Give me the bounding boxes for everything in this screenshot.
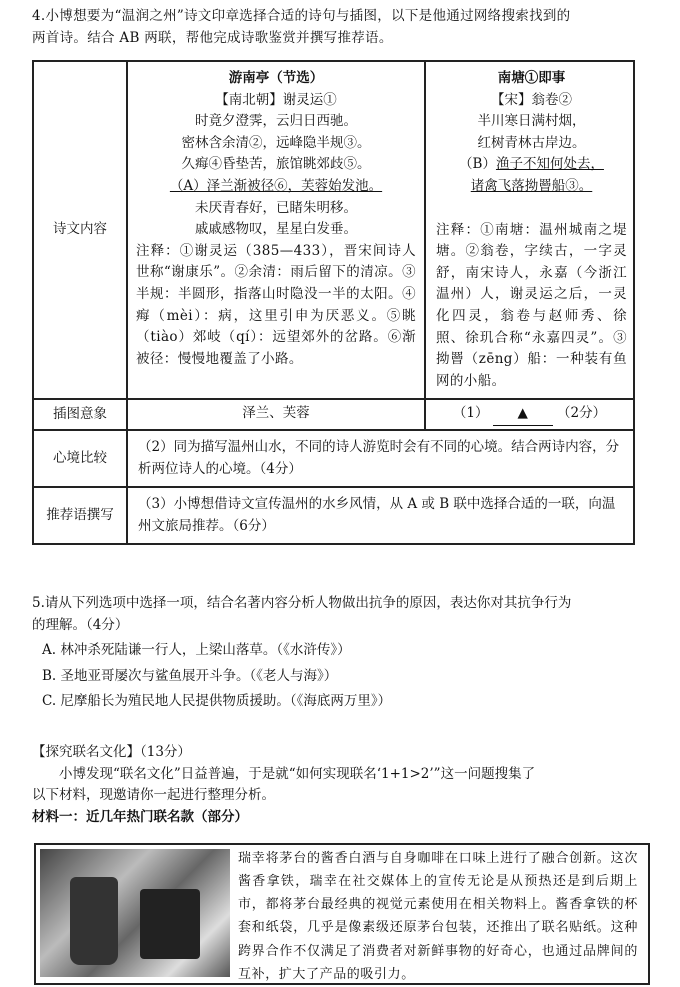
question-4-stem-line1: 4.小博想要为“温润之州”诗文印章选择合适的诗句与插图，以下是他通过网络搜索找到的 <box>32 8 571 24</box>
poem-b-line-b1 <box>436 154 627 176</box>
poem-a-line: 戚戚感物叹，星星白发垂。 <box>195 221 357 238</box>
question-4-stem-line2: 两首诗。结合 AB 两联，帮他完成诗歌鉴赏并撰写推荐语。 <box>32 29 393 46</box>
poem-b-title: 南塘①即事 <box>497 70 566 86</box>
poem-a-line: 时竟夕澄霁，云归日西驰。 <box>195 113 357 130</box>
poem-a-note: 注释：①谢灵运（385—433），晋宋间诗人世称“谢康乐”。②余清：雨后留下的清凉。③半规：半圆形，指落山时隐没一半的太阳。④痗（mèi）：病，这里引申为厌恶义。⑤眺（tiào）郊岐（qí）：远望郊外的岔路。⑥渐被径：慢慢地覆盖了小路。 <box>136 242 416 367</box>
poem-a-line: 未厌青春好，已睹朱明移。 <box>195 199 357 216</box>
image-b-number: （1） <box>452 405 489 422</box>
row-label-poem: 诗文内容 <box>33 61 127 399</box>
option-b: B. 圣地亚哥屡次与鲨鱼展开斗争。（《老人与海》） <box>42 667 338 684</box>
mood-text: （2）同为描写温州山水，不同的诗人游览时会有不同的心境。结合两诗内容，分析两位诗人的心境。（4分） <box>127 430 634 487</box>
poem-a-line-a: （A）泽兰渐被径⑥，芙蓉始发池。 <box>169 177 383 194</box>
question-5-stem-line1: 5.请从下列选项中选择一项，结合名著内容分析人物做出抗争的原因，表达你对其抗争行为 <box>32 595 572 611</box>
section-intro-line1: 小博发现“联名文化”日益普遍，于是就“如何实现联名‘1+1>2’”这一问题搜集了 <box>59 765 536 782</box>
row-label-image: 插图意象 <box>33 399 127 430</box>
image-row <box>33 399 634 430</box>
poem-b-line: 红树青林古岸边。 <box>477 134 586 151</box>
row-label-recommend: 推荐语撰写 <box>33 487 127 544</box>
package-shape <box>140 889 200 959</box>
recommend-row <box>33 487 634 544</box>
image-b-cell <box>425 399 634 430</box>
line-b-marker: （B） <box>459 156 496 173</box>
material-one-title: 材料一：近几年热门联名款（部分） <box>32 808 248 825</box>
recommend-text: （3）小博想借诗文宣传温州的水乡风情，从 A 或 B 联中选择合适的一联，向温州文旅局推荐。（6分） <box>127 487 634 544</box>
option-c: C. 尼摩船长为殖民地人民提供物质援助。（《海底两万里》） <box>42 693 392 710</box>
material-one-text: 瑞幸将茅台的酱香白酒与自身咖啡在口味上进行了融合创新。这次酱香拿铁，瑞幸在社交媒体上的宣传无论是从预热还是到后期上市，都将茅台最经典的视觉元素使用在相关物料上。酱香拿铁的杯套和纸袋，几乎是像素级还原茅台包装，还推出了联名贴纸。这种跨界合作不仅满足了消费者对新鲜事物的好奇心，也通过品牌间的互补，扩大了产品的吸引力。 <box>238 851 638 982</box>
image-b-score: （2分） <box>557 405 607 422</box>
poem-a-line: 久痗④昏垫苦，旅馆眺郊歧⑤。 <box>181 156 371 173</box>
poem-a-author: 【南北朝】谢灵运① <box>215 91 337 108</box>
poem-b-cell <box>425 61 634 399</box>
question-4 <box>32 6 662 49</box>
answer-blank[interactable]: ▲ <box>493 403 553 426</box>
poem-b-line: 半川寒日满村烟， <box>477 113 586 130</box>
poem-a-line: 密林含余清②，远峰隐半规③。 <box>181 134 371 151</box>
option-a: A. 林冲杀死陆谦一行人，上梁山落草。（《水浒传》） <box>42 642 351 659</box>
mood-row <box>33 430 634 487</box>
section-heading: 【探究联名文化】（13分） <box>32 744 191 760</box>
row-label-mood: 心境比较 <box>33 430 127 487</box>
material-one-box <box>34 843 650 985</box>
poem-content-row <box>33 61 634 399</box>
poem-a-cell <box>127 61 425 399</box>
poem-analysis-table <box>32 60 635 545</box>
poem-b-line-b2: 诸禽飞落拗罾船③。 <box>470 177 593 194</box>
question-5 <box>32 593 652 713</box>
section-intro-line2: 以下材料，现邀请你一起进行整理分析。 <box>32 787 275 804</box>
image-a-cell: 泽兰、芙蓉 <box>127 399 425 430</box>
cobrand-product-photo <box>40 849 230 977</box>
poem-b-author: 【宋】翁卷② <box>491 91 572 108</box>
poem-a-title: 游南亭（节选） <box>228 70 324 86</box>
section-cobrand <box>32 742 652 828</box>
poem-b-note: 注释：①南塘：温州城南之堤塘。②翁卷，字续古，一字灵舒，南宋诗人，永嘉（今浙江温州）人，谢灵运之后，一灵化四灵，翁卷与赵师秀、徐照、徐玑合称“永嘉四灵”。③拗罾（zēng）船：一种装有鱼网的小船。 <box>436 221 627 389</box>
question-5-stem-line2: 的理解。（4分） <box>32 616 129 633</box>
coffee-cup-shape <box>70 877 118 965</box>
line-b-text-1: 渔子不知何处去， <box>495 156 604 173</box>
